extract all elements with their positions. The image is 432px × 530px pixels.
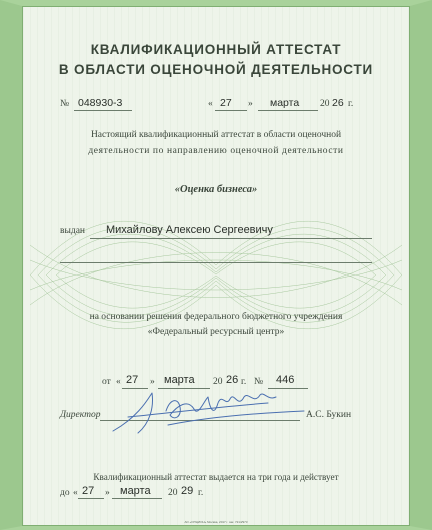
valid-until-year-suffix: 29: [181, 485, 194, 497]
valid-until-year-prefix: 20: [168, 488, 178, 498]
issue-day-underline: [215, 110, 247, 111]
director-label: Директор: [60, 410, 101, 420]
valid-until-label: до: [60, 488, 70, 498]
validity-line: Квалификационный аттестат выдается на три года и действует: [93, 472, 339, 482]
decision-year-suffix: 26: [226, 374, 239, 386]
number-underline: [74, 110, 132, 111]
basis-line-1: на основании решения федерального бюджетного учреждения: [89, 312, 343, 322]
decision-year-prefix: 20: [213, 377, 223, 387]
decision-number-label: №: [254, 377, 264, 387]
issue-date-month: марта: [270, 97, 300, 109]
decision-from-label: от: [102, 377, 111, 387]
valid-day-underline: [78, 498, 104, 499]
valid-until-close-quote: »: [105, 488, 110, 498]
issue-date-open-quote: «: [208, 99, 213, 109]
number-label: №: [60, 99, 70, 109]
decision-open-quote: «: [116, 377, 121, 387]
valid-until-month: марта: [120, 485, 151, 497]
title-line-2: В ОБЛАСТИ ОЦЕНОЧНОЙ ДЕЯТЕЛЬНОСТИ: [58, 62, 374, 77]
valid-until-year-label: г.: [198, 488, 204, 498]
issue-month-underline: [258, 110, 318, 111]
recipient-name: Михайлову Алексею Сергеевичу: [106, 224, 273, 236]
valid-month-underline: [112, 498, 162, 499]
decision-year-label: г.: [241, 377, 247, 387]
recipient-underline-2: [60, 262, 372, 263]
director-signature: [108, 387, 308, 437]
certificate-number: 048930-3: [78, 97, 123, 109]
certificate-panel: [22, 6, 410, 526]
intro-line-2: деятельности по направлению оценочной деятельности: [88, 146, 344, 156]
director-name: А.С. Букин: [306, 410, 352, 420]
issue-date-year-prefix: 20: [320, 99, 330, 109]
decision-month: марта: [164, 374, 195, 386]
issue-date-year-suffix: 26: [332, 97, 344, 109]
issued-label: выдан: [60, 226, 86, 236]
basis-line-2: «Федеральный ресурсный центр»: [147, 327, 285, 337]
printer-imprint: АО «ОПЦИОН» Москва, 2017 г. зак. 7214/973: [184, 520, 248, 524]
valid-until-open-quote: «: [73, 488, 78, 498]
valid-until-day: 27: [82, 485, 95, 497]
decision-day: 27: [126, 374, 139, 386]
decision-number: 446: [276, 374, 295, 386]
decision-close-quote: »: [150, 377, 155, 387]
issue-date-close-quote: »: [248, 99, 253, 109]
issue-date-day: 27: [220, 97, 232, 109]
specialization: «Оценка бизнеса»: [174, 184, 258, 195]
intro-line-1: Настоящий квалификационный аттестат в области оценочной: [90, 130, 342, 140]
issue-date-year-label: г.: [348, 99, 354, 109]
recipient-underline: [90, 238, 372, 239]
title-line-1: КВАЛИФИКАЦИОННЫЙ АТТЕСТАТ: [90, 42, 342, 57]
